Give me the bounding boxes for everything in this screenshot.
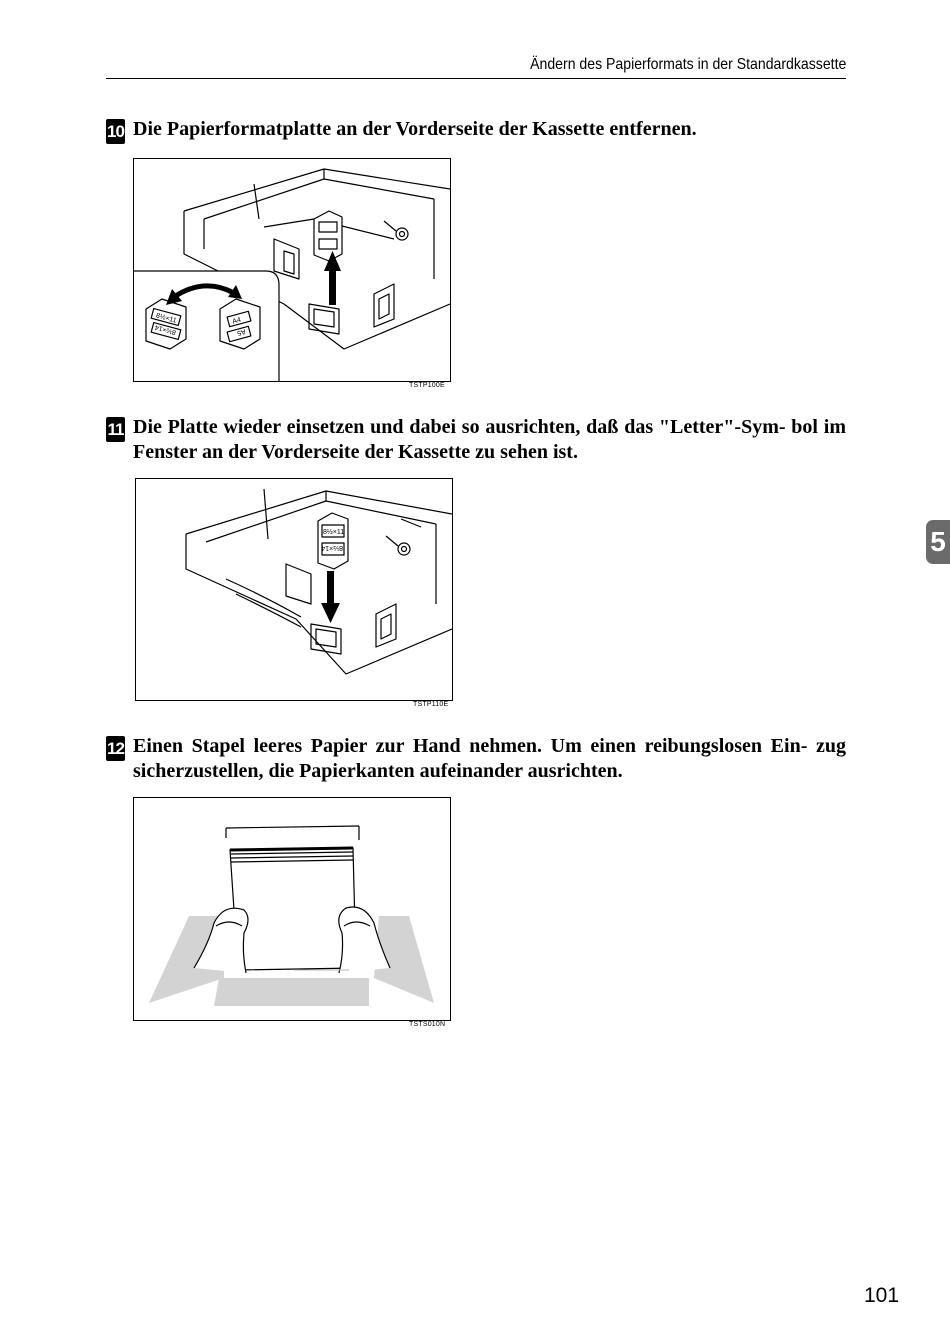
figure-code: TSTP100E <box>409 382 445 389</box>
plate-label: 8½×14 <box>154 323 177 336</box>
plate-label: A5 <box>236 327 247 337</box>
plate-label: 8½×11 <box>155 312 178 325</box>
step-11 <box>106 415 846 465</box>
cassette-illustration <box>134 159 450 381</box>
step-number: 12 <box>106 736 125 761</box>
step-number: 11 <box>106 417 125 442</box>
step-text: Einen Stapel leeres Papier zur Hand nehmen. Um einen reibungslosen Ein- zug sicherzustellen, die Papierkanten aufeinander ausrichten. <box>133 735 846 782</box>
figure-paper-stack <box>133 797 451 1021</box>
plate-label: 8½×14 <box>321 544 343 551</box>
plate-label: A4 <box>231 316 242 326</box>
step-12 <box>106 734 846 784</box>
step-number: 10 <box>106 119 125 144</box>
figure-insert-plate <box>135 478 453 701</box>
hands-paper-illustration <box>134 798 450 1020</box>
figure-code: TSTS010N <box>409 1021 446 1028</box>
step-text: Die Platte wieder einsetzen und dabei so ausrichten, daß das "Letter"-Sym- bol im Fenster an der Vorderseite der Kassette zu sehen ist. <box>133 416 846 463</box>
figure-code: TSTP110E <box>413 701 449 708</box>
header-title: Ändern des Papierformats in der Standardkassette <box>529 56 846 73</box>
chapter-tab[interactable]: 5 <box>926 520 950 564</box>
page-number: 101 <box>864 1284 900 1307</box>
step-text: Die Papierformatplatte an der Vorderseite der Kassette entfernen. <box>133 118 697 140</box>
plate-label: 8½×11 <box>323 529 345 536</box>
figure-remove-plate <box>133 158 451 382</box>
step-10 <box>106 117 846 142</box>
cassette-illustration <box>136 479 452 700</box>
page-header <box>106 54 846 79</box>
